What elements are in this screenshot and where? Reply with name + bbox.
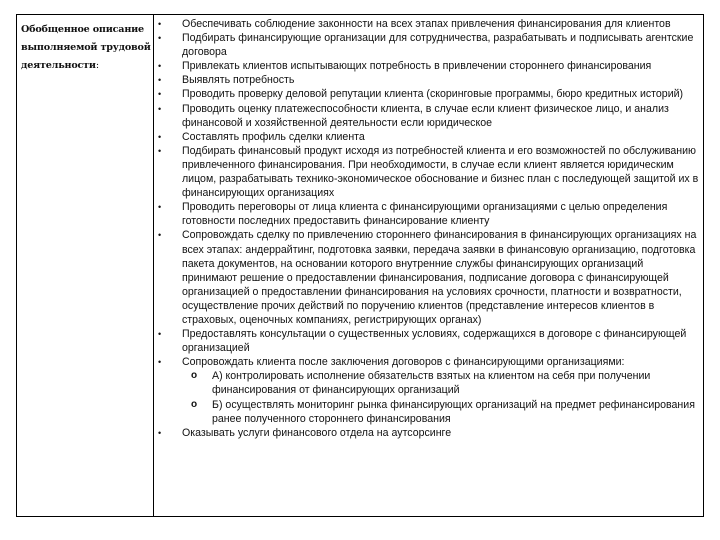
circle-bullet-icon: o — [191, 398, 198, 410]
duty-text: Подбирать финансовый продукт исходя из потребностей клиента и его возможностей по обслуживанию привлеченного финансирования. При необходимости, в случае если клиент является юридическим лицом, разрабатывать технико-экономическое обоснование и бизнес план с последующей защитой их в финансирующих организациях — [182, 144, 699, 200]
duty-item — [154, 144, 699, 200]
duty-item — [154, 87, 699, 101]
duties-list — [154, 17, 699, 440]
left-cell — [17, 15, 154, 516]
sub-duty-item — [182, 369, 699, 397]
duty-text: Проводить оценку платежеспособности клиента, в случае если клиент физическое лицо, и анализ финансовой и хозяйственной деятельности если юридическое — [182, 102, 669, 129]
duty-item — [154, 73, 699, 87]
duty-item — [154, 327, 699, 355]
duty-item — [154, 228, 699, 327]
duty-item — [154, 355, 699, 425]
bullet-icon: • — [158, 145, 162, 156]
duty-text: Подбирать финансирующие организации для сотрудничества, разрабатывать и подписывать агентские договора — [182, 32, 694, 59]
circle-bullet-icon: o — [191, 370, 198, 382]
bullet-icon: • — [158, 230, 162, 241]
duty-text: Проводить проверку деловой репутации клиента (скоринговые программы, бюро кредитных историй) — [182, 88, 684, 101]
bullet-icon: • — [158, 61, 162, 72]
duty-item — [154, 426, 699, 440]
bullet-icon: • — [158, 89, 162, 100]
duty-item — [154, 31, 699, 59]
bullet-icon: • — [158, 357, 162, 368]
left-cell-label: Обобщенное описание выполняемой трудовой деятельности — [21, 24, 151, 71]
right-cell — [154, 15, 703, 516]
bullet-icon: • — [158, 75, 162, 86]
duty-text: Привлекать клиентов испытывающих потребность в привлечении стороннего финансирования — [182, 60, 652, 73]
duty-text: Оказывать услуги финансового отдела на аутсорсинге — [182, 426, 452, 439]
duty-item — [154, 59, 699, 73]
bullet-icon: • — [158, 427, 162, 438]
sub-duty-item — [182, 398, 699, 426]
duty-text: Предоставлять консультации о существенных условиях, содержащихся в договоре с финансирующей организацией — [182, 328, 687, 355]
sub-duty-text: Б) осуществлять мониторинг рынка финансирующих организаций на предмет рефинансирования ранее полученного стороннего финансирования — [212, 398, 695, 425]
duty-text: Обеспечивать соблюдение законности на всех этапах привлечения финансирования для клиентов — [182, 18, 671, 30]
bullet-icon: • — [158, 202, 162, 213]
duty-text: Сопровождать сделку по привлечению стороннего финансирования в финансирующих организациях на всех этапах: андеррайтинг, подготовка заявки, передача заявки в финансовую организацию, подготовка пакета документов, на основании которого внутренние службы финансирующих организаций принимают решение о предоставлении финансирования, подписание договора с финансирующей организацией о предоставлении финансирования на условиях срочности, платности и возвратности, осуществление прочих действий по поручению клиентов (представление интересов клиентов в страховых, оценочных компаниях, регистрирующих органах) — [182, 229, 697, 326]
duty-item — [154, 102, 699, 130]
duty-text: Сопровождать клиента после заключения договоров с финансирующими организациями: — [182, 356, 625, 369]
bullet-icon: • — [158, 103, 162, 114]
sub-duty-text: А) контролировать исполнение обязательств взятых на клиентом на себя при получении финансирования от финансирующих организаций — [212, 370, 651, 397]
bullet-icon: • — [158, 19, 162, 29]
duty-item — [154, 130, 699, 144]
duty-item — [154, 200, 699, 228]
sub-duties-list — [182, 369, 699, 425]
job-description-table — [16, 14, 704, 517]
bullet-icon: • — [158, 329, 162, 340]
duty-text: Проводить переговоры от лица клиента с финансирующими организациями с целью определения готовности последних предоставить финансирование клиенту — [182, 201, 668, 228]
duty-item — [154, 17, 699, 31]
duty-text: Составлять профиль сделки клиента — [182, 130, 365, 143]
left-cell-colon: : — [95, 60, 99, 71]
bullet-icon: • — [158, 131, 162, 142]
bullet-icon: • — [158, 33, 162, 44]
duty-text: Выявлять потребность — [182, 74, 295, 87]
